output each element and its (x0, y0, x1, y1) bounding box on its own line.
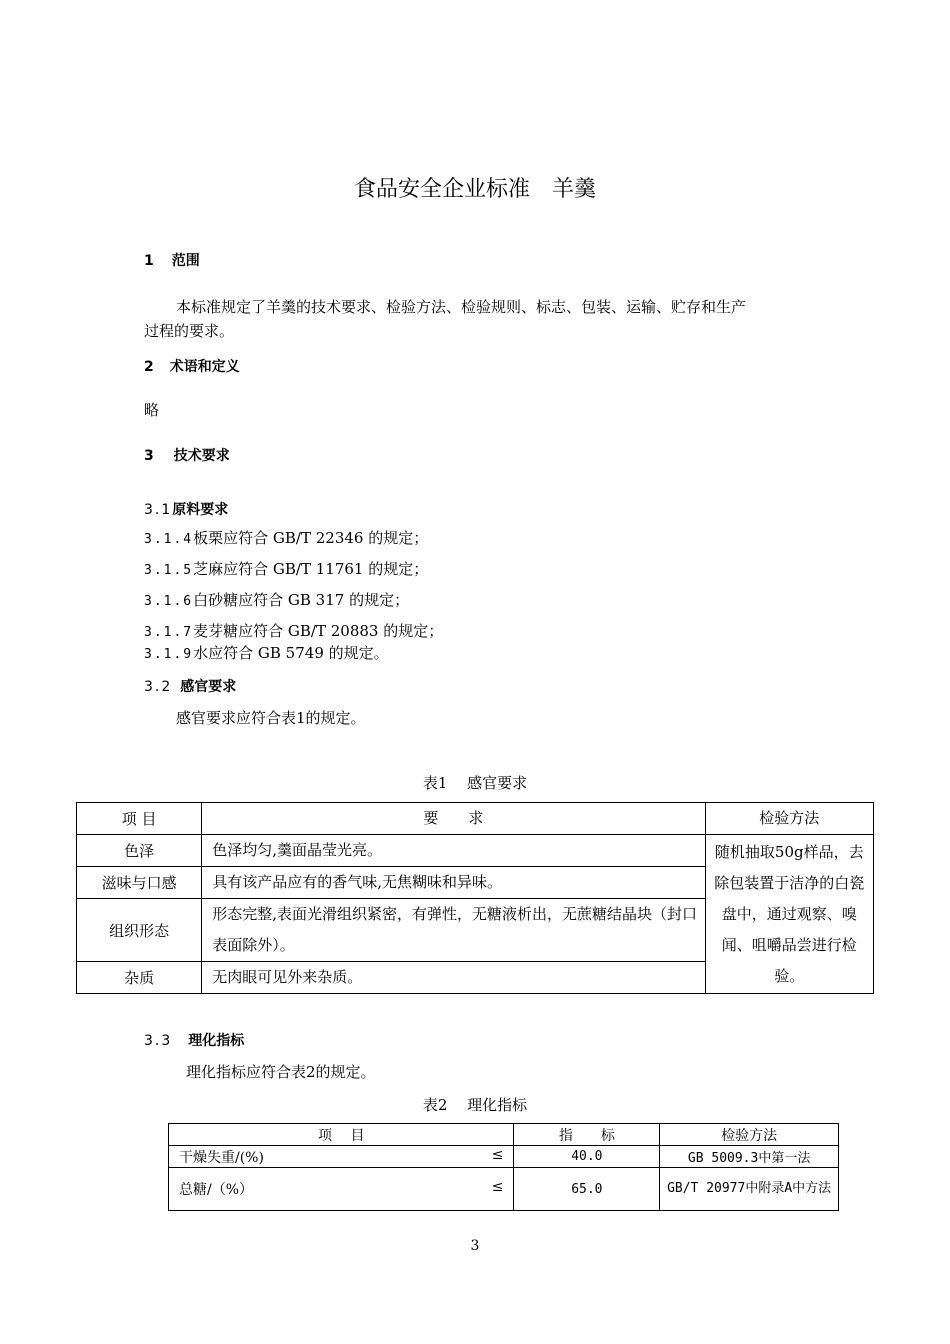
list-item-text: 芝麻应符合 GB/T 11761 的规定； (193, 560, 429, 578)
section-1-text-line-2: 过程的要求。 (144, 322, 235, 340)
table-1-caption: 表1 感官要求 (422, 774, 528, 792)
section-3-3-number: 3.3 (144, 1033, 173, 1049)
header-indicator: 指 标 (514, 1124, 660, 1146)
list-item-text: 板栗应符合 GB/T 22346 的规定； (193, 529, 429, 547)
row-requirement: 形态完整,表面光滑组织紧密，有弹性，无糖液析出，无蔗糖结晶块（封口表面除外）。 (202, 899, 705, 962)
row-requirement: 色泽均匀,羹面晶莹光亮。 (202, 835, 705, 867)
section-3-title: 技术要求 (173, 448, 230, 464)
row-value: 40.0 (514, 1146, 660, 1168)
header-requirement: 要 求 (202, 803, 705, 835)
section-2-heading (144, 356, 240, 376)
row-item-cell (169, 1168, 514, 1211)
row-operator: ≤ (491, 1146, 504, 1163)
section-2-title: 术语和定义 (169, 359, 240, 375)
table-row (77, 835, 874, 867)
section-3-2-number: 3.2 (144, 679, 173, 695)
header-item: 项 目 (77, 803, 202, 835)
list-item-number: 3.1.4 (144, 532, 194, 547)
section-1-number: 1 (144, 253, 154, 269)
list-item-number: 3.1.5 (144, 563, 194, 578)
section-3-3-heading (144, 1030, 244, 1050)
row-value: 65.0 (514, 1168, 660, 1211)
list-item-number: 3.1.7 (144, 625, 194, 640)
list-item (144, 558, 428, 579)
header-item: 项 目 (169, 1124, 514, 1146)
section-3-number: 3 (144, 448, 154, 464)
section-3-heading (144, 445, 230, 465)
row-item: 杂质 (77, 962, 202, 994)
table-header-row (77, 803, 874, 835)
document-title: 食品安全企业标准 羊羹 (353, 177, 596, 202)
row-item: 总糖/（%） (179, 1182, 254, 1198)
section-2-number: 2 (144, 359, 154, 375)
list-item (144, 620, 443, 641)
list-item-number: 3.1.9 (144, 647, 194, 662)
header-method: 检验方法 (705, 803, 873, 835)
table-2-caption: 表2 理化指标 (422, 1096, 528, 1114)
row-requirement: 无肉眼可见外来杂质。 (202, 962, 705, 994)
section-3-2-text: 感官要求应符合表1的规定。 (176, 709, 366, 727)
inspection-method: 随机抽取50g样品，去除包装置于洁净的白瓷盘中，通过观察、嗅闻、咀嚼品尝进行检验。 (705, 835, 873, 994)
row-item: 干燥失重/(%) (179, 1149, 264, 1166)
list-item-text: 麦芽糖应符合 GB/T 20883 的规定； (193, 622, 444, 640)
table-row (169, 1168, 839, 1211)
section-1-text-line-1: 本标准规定了羊羹的技术要求、检验方法、检验规则、标志、包装、运输、贮存和生产 (176, 298, 747, 316)
list-item-text: 水应符合 GB 5749 的规定。 (193, 644, 389, 662)
section-1-heading (144, 250, 200, 270)
row-item-cell (169, 1146, 514, 1168)
table-row (169, 1146, 839, 1168)
row-item: 色泽 (77, 835, 202, 867)
section-3-2-title: 感官要求 (180, 679, 237, 695)
physicochemical-table (168, 1123, 839, 1211)
section-3-3-text: 理化指标应符合表2的规定。 (186, 1063, 376, 1081)
row-item: 组织形态 (77, 899, 202, 962)
section-3-3-title: 理化指标 (188, 1033, 245, 1049)
section-2-text: 略 (144, 401, 160, 419)
row-requirement: 具有该产品应有的香气味,无焦糊味和异味。 (202, 867, 705, 899)
row-operator: ≤ (491, 1179, 504, 1195)
list-item (144, 589, 409, 610)
section-3-2-heading (144, 676, 236, 696)
section-3-1-heading (144, 499, 228, 519)
section-3-1-title: 原料要求 (172, 502, 229, 518)
row-method: GB 5009.3中第一法 (660, 1146, 839, 1168)
list-item (144, 642, 389, 663)
list-item-number: 3.1.6 (144, 594, 194, 609)
page-number: 3 (470, 1238, 480, 1254)
list-item-text: 白砂糖应符合 GB 317 的规定； (193, 591, 410, 609)
header-method: 检验方法 (660, 1124, 839, 1146)
section-1-title: 范围 (171, 253, 200, 269)
table-header-row (169, 1124, 839, 1146)
row-item: 滋味与口感 (77, 867, 202, 899)
list-item (144, 527, 428, 548)
sensory-requirements-table (76, 802, 874, 994)
section-3-1-number: 3.1 (144, 502, 173, 518)
row-method: GB/T 20977中附录A中方法 (660, 1168, 839, 1211)
